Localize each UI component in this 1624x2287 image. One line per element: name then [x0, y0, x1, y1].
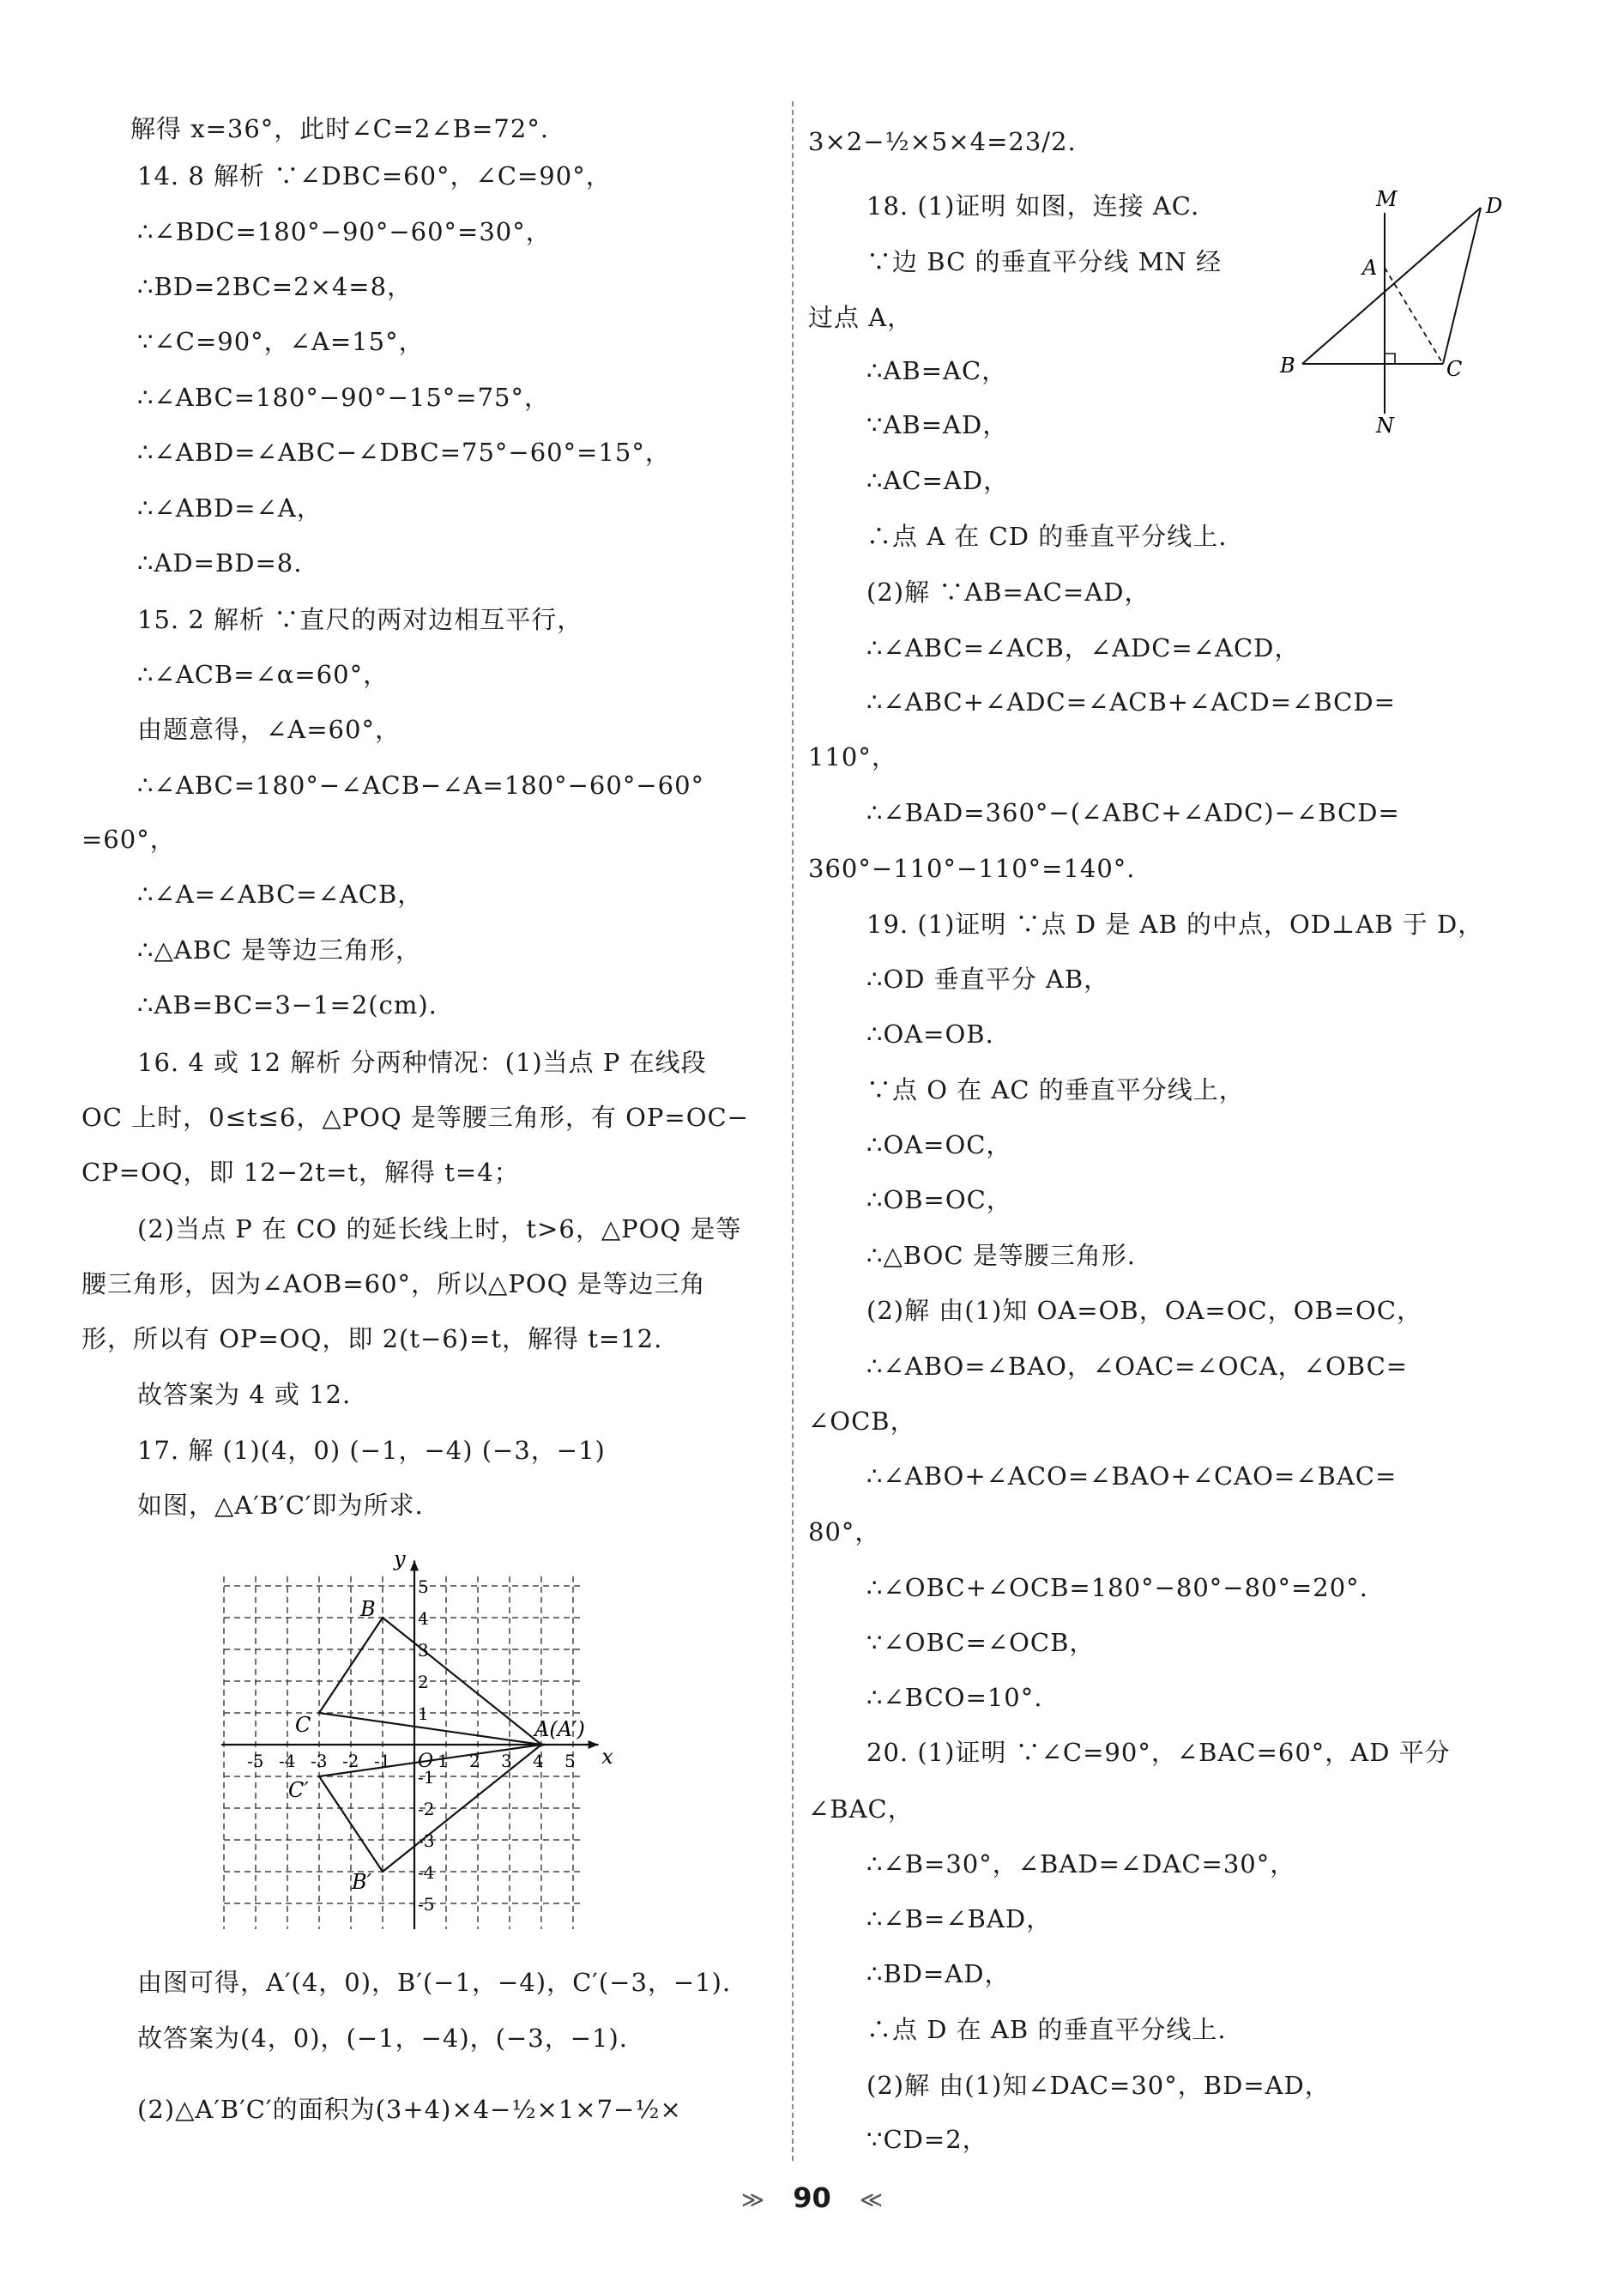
left-line: ∴∠A=∠ABC=∠ACB， [137, 880, 424, 909]
x-tick-label: 1 [438, 1751, 449, 1771]
y-tick-label: -3 [418, 1830, 435, 1851]
perpendicular-bisector-figure [1278, 189, 1518, 438]
left-line: ∴∠ABC=180°−90°−15°=75°， [137, 383, 550, 412]
vertex-label-b: B [360, 1597, 376, 1621]
right-line: ∵AB=AD， [866, 410, 1009, 439]
label-m: M [1376, 189, 1398, 211]
y-tick-label: 4 [418, 1608, 429, 1629]
left-line: 17. 解 (1)(4，0) (−1，−4) (−3，−1) [137, 1436, 606, 1465]
right-line: 80°， [808, 1517, 881, 1546]
label-c: C [1446, 357, 1463, 381]
y-axis-arrow [410, 1560, 419, 1570]
right-line: ∵边 BC 的垂直平分线 MN 经 [866, 247, 1222, 276]
left-line: =60°， [82, 825, 176, 854]
y-tick-label: 2 [418, 1672, 429, 1692]
left-line: (2)△A′B′C′的面积为(3+4)×4−½×1×7−½× [137, 2095, 682, 2124]
page-mark-left: ≫ [740, 2187, 765, 2213]
right-line: ∠BAC， [808, 1794, 914, 1824]
right-line: (2)解 ∵AB=AC=AD， [866, 578, 1150, 607]
right-line: 360°−110°−110°=140°. [808, 854, 1136, 883]
right-line: ∴AB=AC， [866, 356, 1008, 385]
x-tick-label: -3 [311, 1751, 328, 1771]
right-line: ∴△BOC 是等腰三角形. [866, 1241, 1137, 1270]
vertex-label-a: A(A′) [534, 1717, 585, 1741]
page-number: 90 [793, 2181, 831, 2214]
right-line: ∴∠B=30°，∠BAD=∠DAC=30°， [866, 1849, 1296, 1879]
left-line: 14. 8 解析 ∵∠DBC=60°，∠C=90°， [137, 161, 612, 191]
vertex-label-b-prime: B′ [352, 1870, 372, 1894]
right-line: 110°， [808, 742, 897, 771]
y-tick-label: -1 [418, 1767, 435, 1788]
right-line: ∴OB=OC， [866, 1185, 1012, 1214]
right-line: (2)解 由(1)知 OA=OB，OA=OC，OB=OC， [866, 1296, 1423, 1325]
left-line: ∴∠ABD=∠A， [137, 493, 323, 523]
left-line: ∴BD=2BC=2×4=8， [137, 272, 414, 301]
left-line: 由题意得，∠A=60°， [137, 715, 401, 744]
right-line: ∴∠ABO=∠BAO，∠OAC=∠OCA，∠OBC= [866, 1352, 1409, 1381]
left-line: ∴∠ACB=∠α=60°， [137, 660, 389, 689]
right-line: ∴点 A 在 CD 的垂直平分线上. [866, 522, 1228, 551]
x-tick-label: -5 [247, 1751, 264, 1771]
right-line: ∵∠OBC=∠OCB， [866, 1628, 1096, 1657]
x-tick-label: 5 [564, 1751, 576, 1771]
right-line: 19. (1)证明 ∵点 D 是 AB 的中点，OD⊥AB 于 D， [866, 910, 1484, 939]
y-tick-label: -5 [418, 1894, 435, 1915]
x-axis-arrow [589, 1740, 599, 1749]
left-line: 故答案为 4 或 12. [137, 1380, 352, 1409]
left-line: 由图可得，A′(4，0)，B′(−1，−4)，C′(−3，−1). [137, 1968, 732, 1997]
label-d: D [1486, 194, 1503, 218]
label-b: B [1280, 354, 1295, 378]
label-n: N [1376, 414, 1394, 438]
label-a: A [1362, 256, 1378, 280]
y-axis-label: y [394, 1552, 406, 1571]
right-line: ∴OA=OB. [866, 1019, 994, 1049]
right-line: 过点 A， [808, 303, 914, 332]
left-line: 15. 2 解析 ∵直尺的两对边相互平行， [137, 605, 583, 634]
right-line: ∴∠ABO+∠ACO=∠BAO+∠CAO=∠BAC= [866, 1461, 1398, 1491]
segment-ac-dashed [1385, 268, 1443, 364]
left-line: 解得 x=36°，此时∠C=2∠B=72°. [130, 114, 550, 143]
left-line: 故答案为(4，0)，(−1，−4)，(−3，−1). [137, 2024, 629, 2053]
right-line: 18. (1)证明 如图，连接 AC. [866, 191, 1200, 221]
right-line: ∴∠ABC=∠ACB，∠ADC=∠ACD， [866, 633, 1301, 663]
left-line: ∴∠ABC=180°−∠ACB−∠A=180°−60°−60° [137, 771, 705, 800]
right-line: ∴AC=AD， [866, 466, 1010, 495]
left-line: 16. 4 或 12 解析 分两种情况：(1)当点 P 在线段 [137, 1048, 707, 1077]
left-line: CP=OQ，即 12−2t=t，解得 t=4； [82, 1158, 520, 1187]
right-line: ∴OA=OC， [866, 1130, 1012, 1159]
right-line: ∴∠OBC+∠OCB=180°−80°−80°=20°. [866, 1573, 1368, 1602]
left-line: ∵∠C=90°，∠A=15°， [137, 327, 425, 356]
right-line: ∴OD 垂直平分 AB， [866, 965, 1110, 994]
x-tick-label: 3 [501, 1751, 512, 1771]
right-line: ∴∠BCO=10°. [866, 1683, 1043, 1712]
left-line: ∴AD=BD=8. [137, 548, 303, 578]
left-line: ∴∠BDC=180°−90°−60°=30°， [137, 217, 552, 246]
right-line: ∵CD=2， [866, 2125, 988, 2154]
right-line: 3×2−½×5×4=23/2. [808, 127, 1077, 156]
right-line: 20. (1)证明 ∵∠C=90°，∠BAC=60°，AD 平分 [866, 1738, 1451, 1767]
left-line: 形，所以有 OP=OQ，即 2(t−6)=t，解得 t=12. [82, 1324, 663, 1353]
left-line: 如图，△A′B′C′即为所求. [137, 1491, 424, 1520]
right-line: (2)解 由(1)知∠DAC=30°，BD=AD， [866, 2071, 1331, 2100]
y-tick-label: 3 [418, 1640, 429, 1661]
y-tick-label: 5 [418, 1576, 429, 1597]
column-divider [792, 101, 794, 2161]
x-tick-label: -4 [279, 1751, 296, 1771]
vertex-label-c: C [295, 1713, 311, 1737]
y-tick-label: -2 [418, 1799, 435, 1819]
left-line: OC 上时，0≤t≤6，△POQ 是等腰三角形，有 OP=OC− [82, 1103, 749, 1132]
right-line: ∴∠B=∠BAD， [866, 1904, 1053, 1933]
coordinate-grid-figure [221, 1552, 616, 1929]
x-tick-label: -1 [374, 1751, 391, 1771]
y-tick-label: 1 [418, 1703, 429, 1724]
right-angle-mark [1385, 354, 1395, 364]
right-line: ∴BD=AD， [866, 1959, 1011, 1988]
right-line: ∵点 O 在 AC 的垂直平分线上， [866, 1075, 1245, 1104]
right-line: ∠OCB， [808, 1407, 916, 1436]
right-line: ∴∠ABC+∠ADC=∠ACB+∠ACD=∠BCD= [866, 687, 1396, 717]
right-line: ∴∠BAD=360°−(∠ABC+∠ADC)−∠BCD= [866, 798, 1400, 827]
left-line: (2)当点 P 在 CO 的延长线上时，t>6，△POQ 是等 [137, 1214, 742, 1243]
page-number-footer [0, 2181, 1624, 2214]
origin-label: O [418, 1751, 434, 1772]
left-line: ∴∠ABD=∠ABC−∠DBC=75°−60°=15°， [137, 438, 671, 467]
page-mark-right: ≪ [859, 2187, 884, 2213]
segment-dc [1443, 208, 1481, 364]
x-tick-label: 4 [533, 1751, 544, 1771]
x-tick-label: 2 [469, 1751, 480, 1771]
y-tick-label: -4 [418, 1862, 435, 1883]
right-line: ∴点 D 在 AB 的垂直平分线上. [866, 2015, 1227, 2044]
left-line: 腰三角形，因为∠AOB=60°，所以△POQ 是等边三角 [82, 1269, 706, 1298]
vertex-label-c-prime: C′ [288, 1778, 309, 1802]
segment-bd [1302, 208, 1481, 364]
left-line: ∴AB=BC=3−1=2(cm). [137, 990, 438, 1019]
left-line: ∴△ABC 是等边三角形， [137, 935, 421, 965]
x-axis-label: x [601, 1745, 613, 1769]
x-tick-label: -2 [342, 1751, 359, 1771]
